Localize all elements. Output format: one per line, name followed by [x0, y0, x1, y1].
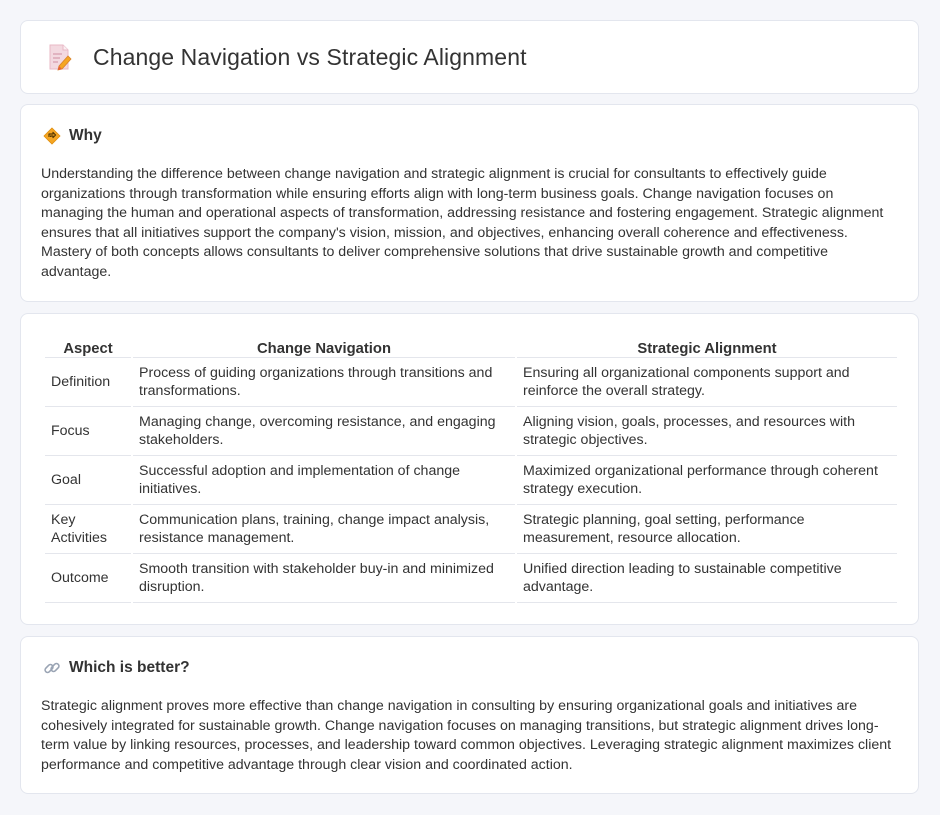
change-cell: Managing change, overcoming resistance, and engaging stakeholders. — [133, 407, 515, 456]
why-text: Understanding the difference between change navigation and strategic alignment is crucial for consultants to effectively guide organizations through transformation while ensuring efforts align with long-term business goals. Change navigation focuses on managing the human and operational aspects of transformation, addressing resistance and fostering engagement. Strategic alignment ensures that all initiatives support the company's vision, mission, and objectives, enhancing overall coherence and effectiveness. Mastery of both concepts allows consultants to deliver comprehensive solutions that drive sustainable growth and competitive advantage. — [41, 166, 884, 280]
comparison-table — [43, 337, 899, 603]
table-row — [45, 407, 897, 456]
why-section — [20, 104, 919, 302]
comparison-table-card — [20, 313, 919, 625]
header-card — [20, 20, 919, 94]
table-row — [45, 554, 897, 603]
aspect-cell: Focus — [45, 407, 131, 456]
page-title: Change Navigation vs Strategic Alignment — [93, 43, 527, 70]
better-heading: Which is better? — [69, 659, 190, 676]
aspect-cell: Definition — [45, 358, 131, 407]
why-heading: Why — [69, 127, 102, 144]
strategic-cell: Strategic planning, goal setting, performance measurement, resource allocation. — [517, 505, 897, 554]
document-pencil-icon — [47, 43, 73, 71]
header-change-navigation: Change Navigation — [133, 337, 515, 358]
change-cell: Process of guiding organizations through transitions and transformations. — [133, 358, 515, 407]
change-cell: Smooth transition with stakeholder buy-in and minimized disruption. — [133, 554, 515, 603]
strategic-cell: Maximized organizational performance through coherent strategy execution. — [517, 456, 897, 505]
strategic-cell: Ensuring all organizational components support and reinforce the overall strategy. — [517, 358, 897, 407]
table-row — [45, 505, 897, 554]
aspect-cell: Key Activities — [45, 505, 131, 554]
which-is-better-section — [20, 636, 919, 794]
header-aspect: Aspect — [45, 337, 131, 358]
header-strategic-alignment: Strategic Alignment — [517, 337, 897, 358]
table-row — [45, 456, 897, 505]
aspect-cell: Outcome — [45, 554, 131, 603]
change-cell: Successful adoption and implementation of change initiatives. — [133, 456, 515, 505]
change-cell: Communication plans, training, change impact analysis, resistance management. — [133, 505, 515, 554]
aspect-cell: Goal — [45, 456, 131, 505]
better-text: Strategic alignment proves more effective than change navigation in consulting by ensuring organizational goals and initiatives are cohesively integrated for sustainable growth. Change navigation focuses on managing transitions, but strategic alignment drives long-term value by linking resources, processes, and leadership toward common objectives. Leveraging strategic alignment maximizes client performance and competitive advantage through clear vision and coordinated action. — [41, 698, 892, 773]
strategic-cell: Unified direction leading to sustainable competitive advantage. — [517, 554, 897, 603]
table-row — [45, 358, 897, 407]
diamond-arrow-icon — [43, 127, 61, 145]
strategic-cell: Aligning vision, goals, processes, and resources with strategic objectives. — [517, 407, 897, 456]
link-icon — [43, 659, 61, 677]
table-header-row — [45, 337, 897, 358]
